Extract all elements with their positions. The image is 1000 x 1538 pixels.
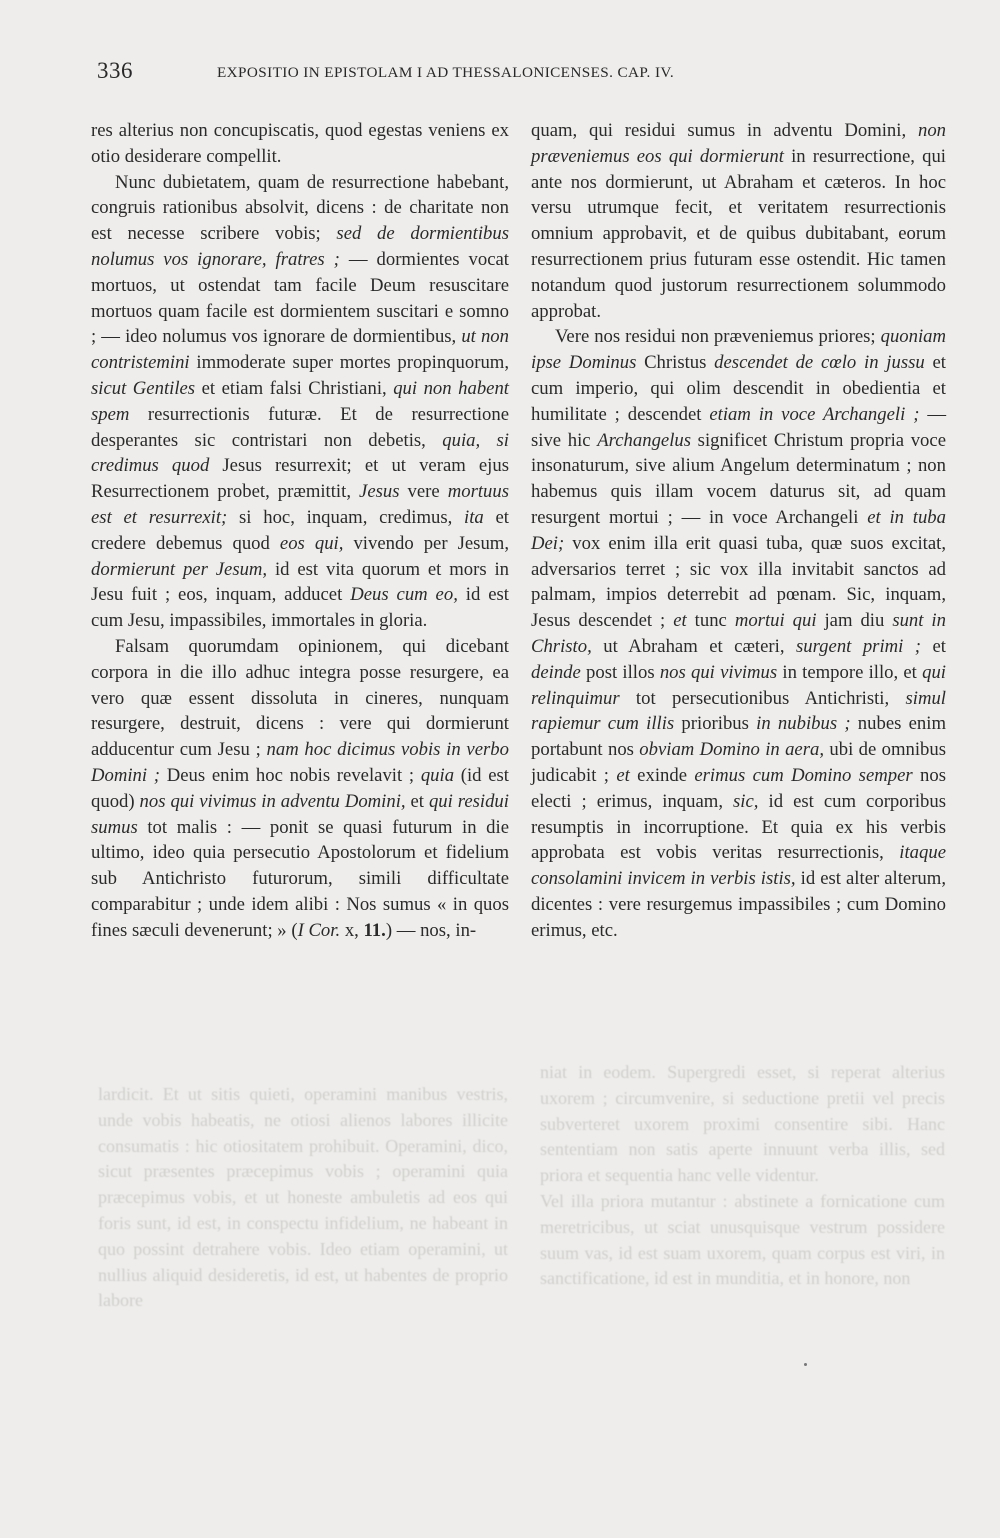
text-run: (id est quod) bbox=[91, 764, 509, 812]
text-run: Archangelus bbox=[597, 429, 692, 451]
text-run: Jesus bbox=[359, 481, 400, 503]
text-run: x, bbox=[340, 919, 364, 941]
text-run: vivendo per Jesum, bbox=[343, 532, 509, 554]
text-run: simul rapiemur cum illis bbox=[531, 687, 946, 735]
text-run: immoderate super mortes propinquorum, bbox=[189, 352, 509, 374]
text-run: 11. bbox=[363, 919, 386, 941]
text-run: et cum imperio, qui olim descendit in obedientia et humilitate ; descendet bbox=[531, 352, 946, 425]
paper-speck bbox=[804, 1363, 807, 1366]
text-run: ) — nos, in- bbox=[385, 919, 477, 941]
right-paragraph-2 bbox=[531, 324, 946, 943]
text-run: etiam in voce Archangeli ; bbox=[709, 403, 920, 425]
text-run: — dormientes vocat mortuos, ut ostendat tam facile Deum resuscitare mortuos quam facile est dormientem suscitari e somno ; — ideo nolumus vos ignorare de dormientibus, bbox=[91, 248, 509, 348]
text-run: mortui qui bbox=[734, 610, 817, 632]
show-through-paragraph: niat in eodem. Supergredi esset, si reperat alterius uxorem ; circumvenire, si seductione pretii vel precis subverteret uxorem proximi consentire sibi. Hanc sententiam non satis aperte innuunt verba illis, sed priora et sequentia hanc velle videntur. bbox=[540, 1062, 945, 1186]
text-run: mortuus est et resurrexit; bbox=[91, 481, 509, 528]
page-header bbox=[97, 58, 957, 92]
text-run: eos qui, bbox=[279, 532, 344, 554]
text-run: res alterius non concupiscatis, quod egestas veniens ex otio desiderare compellit. bbox=[91, 120, 509, 167]
text-run: prioribus bbox=[674, 713, 757, 735]
show-through-left bbox=[98, 1082, 508, 1314]
text-run: itaque consolamini invicem in verbis istis, bbox=[531, 842, 946, 890]
text-run: qui residui sumus bbox=[91, 790, 509, 838]
text-run: resurrectionis futuræ. Et de resurrectione desperantes sic contristari non debetis, bbox=[91, 403, 509, 451]
text-run: tot malis : — ponit se quasi futurum in die ultimo, ideo quia persecutio Apostolorum et fidelium sub Antichristo futurorum, simili difficultate comparabitur ; unde idem alibi : Nos sumus « in quos fines sæculi devenerunt; » ( bbox=[91, 816, 509, 941]
text-run: et bbox=[616, 764, 630, 786]
text-run: nubes enim portabunt nos bbox=[531, 713, 947, 761]
text-run: vox enim illa erit quasi tuba, quæ suos excitat, adversarios terret ; sic vox illa invitabit sanctos ad palmam, impios deterrebit ad pœnam. Sic, inquam, Jesus descendet ; bbox=[531, 532, 946, 632]
text-run: sed de dormientibus nolumus vos ignorare, fratres ; bbox=[91, 223, 509, 270]
text-run: sicut Gentiles bbox=[91, 377, 196, 399]
text-run: nos electi ; erimus, inquam, bbox=[531, 764, 946, 812]
text-run: qui relinquimur bbox=[531, 661, 946, 709]
show-through-right bbox=[540, 1060, 945, 1292]
text-run: obviam Domino in aera, bbox=[639, 739, 825, 761]
text-run: in nubibus ; bbox=[756, 713, 851, 735]
text-run: Christus bbox=[636, 352, 715, 374]
page-number: 336 bbox=[97, 58, 133, 83]
text-run: surgent primi ; bbox=[795, 635, 922, 657]
text-run: jam diu bbox=[816, 610, 893, 632]
text-run: descendet de cœlo in jussu bbox=[714, 352, 925, 374]
text-run: et bbox=[405, 790, 429, 812]
left-column bbox=[91, 118, 509, 944]
text-run: ubi de omnibus judicabit ; bbox=[531, 739, 946, 786]
text-run: — sive hic bbox=[531, 403, 947, 451]
text-run: ut Abraham et cæteri, bbox=[591, 635, 796, 657]
text-run: Vere nos residui non præveniemus priores; bbox=[555, 326, 881, 348]
text-run: et etiam falsi Christiani, bbox=[195, 377, 394, 399]
text-run: vere bbox=[399, 481, 448, 503]
text-run: ut non contristemini bbox=[91, 326, 509, 374]
text-run: significet Christum propria voce insonaturum, sive alium Angelum determinatum ; non habemus quis illam vocem daturus sit, ad quam resurgent mortui ; — in voce Archangeli bbox=[531, 429, 946, 528]
text-run: tot persecutionibus Antichristi, bbox=[619, 687, 906, 709]
text-run: qui non habent spem bbox=[91, 377, 509, 425]
text-run: id est vita quorum et mors in Jesu fuit ; eos, inquam, adducet bbox=[91, 558, 509, 606]
text-run: in tempore illo, et bbox=[777, 661, 923, 683]
text-run: si hoc, inquam, credimus, bbox=[227, 506, 465, 528]
text-run: id est alter alterum, dicentes : vere resurgemus impassibiles ; cum Domino erimus, etc. bbox=[531, 868, 946, 941]
text-run: erimus cum Domino semper bbox=[694, 764, 913, 786]
text-run: Falsam quorumdam opinionem, qui dicebant corpora in die illo adhuc integra posse resurgere, ea vero quæ essent dissoluta in cineres, nunquam resurgere, destruit, dicens : vere qui dormierunt adducentur cum Jesu ; bbox=[91, 635, 509, 761]
text-run: ita bbox=[464, 506, 484, 528]
text-run: quia bbox=[420, 764, 455, 786]
running-title: EXPOSITIO IN EPISTOLAM I AD THESSALONICENSES. CAP. IV. bbox=[217, 64, 675, 81]
right-paragraph-1 bbox=[531, 118, 946, 324]
text-run: quoniam ipse Dominus bbox=[531, 326, 946, 374]
text-run: nam hoc dicimus vobis in verbo Domini ; bbox=[91, 739, 509, 786]
text-run: in resurrectione, qui ante nos dormierunt, ut Abraham et cæteros. In hoc versu utrumque fecit, et veritatem resurrectionis omnium approbavit, et de quibus dubitabant, eorum resurrectionem prius futuram esse ostendit. Hic tamen notandum quod justorum resurrectionem solummodo approbat. bbox=[531, 145, 946, 322]
text-run: id est cum corporibus resumptis in incorruptione. Et quia ex his verbis approbata est vobis veritas resurrectionis, bbox=[531, 790, 946, 864]
text-run: tunc bbox=[686, 610, 735, 632]
text-run: Nunc dubietatem, quam de resurrectione habebant, congruis rationibus absolvit, dicens : de charitate non est necesse scribere vobis; bbox=[91, 171, 509, 245]
text-run: Deus enim hoc nobis revelavit ; bbox=[160, 764, 421, 786]
text-run: et bbox=[673, 610, 687, 632]
right-column bbox=[531, 118, 946, 944]
left-paragraph-3 bbox=[91, 634, 509, 944]
text-run: exinde bbox=[629, 764, 695, 786]
show-through-paragraph: Vel illa priora mutantur : abstinete a fornicatione cum meretricibus, ut sciat unusquisque vestrum possidere suum vas, id est suam uxorem, quam corpus est viri, in sanctificatione, id est in munditia, et in honore, non bbox=[540, 1190, 945, 1289]
text-run: I Cor. bbox=[297, 919, 341, 941]
text-run: id est cum Jesu, impassibiles, immortales in gloria. bbox=[91, 584, 509, 632]
text-run: sunt in Christo, bbox=[531, 610, 946, 657]
left-paragraph-2 bbox=[91, 170, 509, 634]
text-run: dormierunt per Jesum, bbox=[91, 558, 268, 580]
text-run: Jesus resurrexit; et ut veram ejus Resurrectionem probet, præmittit, bbox=[91, 455, 509, 503]
text-run: quam, qui residui sumus in adventu Domini, bbox=[531, 120, 918, 141]
show-through-paragraph: lardicit. Et ut sitis quieti, operamini manibus vestris, unde vobis habeatis, ne otiosi alienos labores illicite consumatis : hic otiositatem prohibuit. Operamini, dico, sicut præsentes præcepimus vobis ; operamini quia præcepimus vobis, et ut honeste ambuletis ad eos qui foris sunt, id est, in conspectu infidelium, ne habeant in quo possint detrahere vobis. Ideo etiam operamini, ut nullius aliquid desideretis, id est, ut habentes de proprio labore bbox=[98, 1084, 508, 1311]
text-run: non præveniemus eos qui dormierunt bbox=[531, 120, 946, 167]
text-run: nos qui vivimus bbox=[659, 661, 778, 683]
text-run: deinde bbox=[531, 661, 581, 683]
text-run: post illos bbox=[580, 661, 660, 683]
left-paragraph-1 bbox=[91, 118, 509, 170]
text-run: quia, si credimus quod bbox=[91, 429, 509, 477]
text-run: et in tuba Dei; bbox=[531, 506, 946, 554]
text-run: et bbox=[921, 635, 946, 657]
text-run: sic, bbox=[733, 790, 759, 812]
text-run: nos qui vivimus in adventu Domini, bbox=[139, 790, 406, 812]
text-run: et credere debemus quod bbox=[91, 506, 509, 554]
text-run: Deus cum eo, bbox=[350, 584, 458, 606]
